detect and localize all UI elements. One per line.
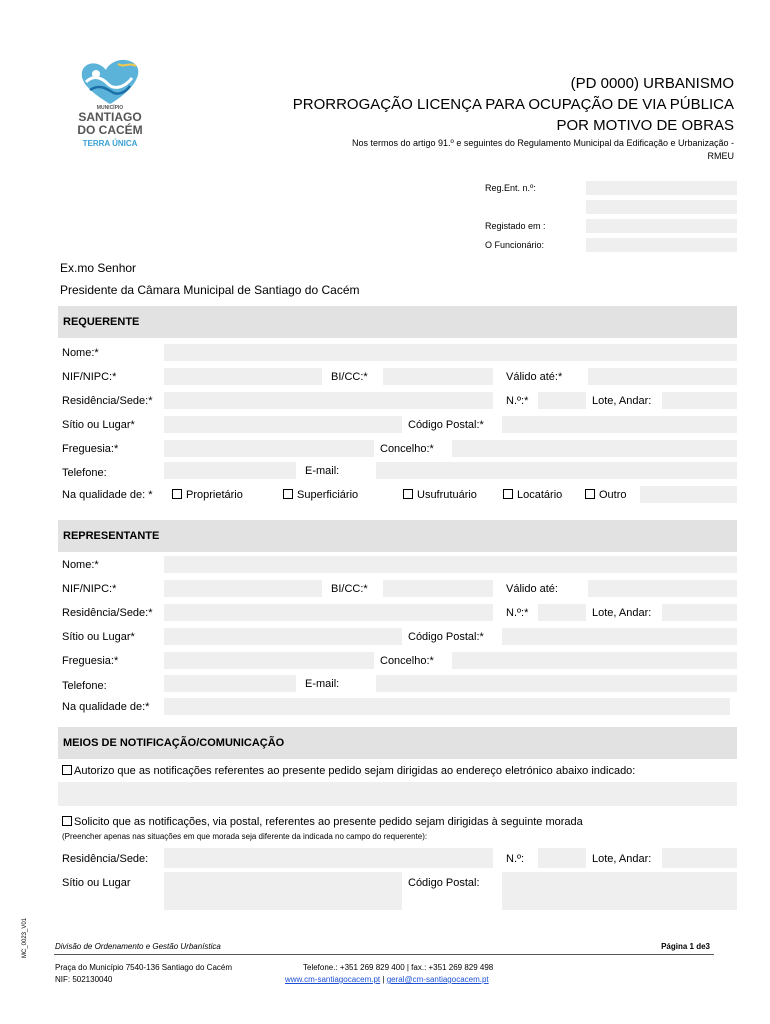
notif-numero-field[interactable] bbox=[538, 848, 586, 868]
autorizo-text: Autorizo que as notificações referentes ao presente pedido sejam dirigidas ao endereço eletrónico abaixo indicado: bbox=[74, 765, 636, 777]
notif-lote-label: Lote, Andar: bbox=[592, 853, 652, 865]
rep-nif-field[interactable] bbox=[164, 580, 322, 597]
funcionario-field[interactable] bbox=[586, 238, 737, 252]
req-sitio-label: Sítio ou Lugar* bbox=[62, 419, 135, 431]
checkbox-icon[interactable] bbox=[62, 816, 72, 826]
req-lote-label: Lote, Andar: bbox=[592, 395, 652, 407]
rep-concelho-label: Concelho:* bbox=[380, 655, 434, 667]
opt-solicito-postal[interactable] bbox=[62, 816, 583, 828]
req-telefone-label: Telefone: bbox=[62, 467, 107, 479]
req-email-label: E-mail: bbox=[305, 465, 340, 477]
salutation-line2: Presidente da Câmara Municipal de Santiago do Cacém bbox=[60, 283, 360, 297]
footer-phone: Telefone.: +351 269 829 400 | fax.: +351 269 829 498 bbox=[303, 963, 494, 972]
reg-ent-field[interactable] bbox=[586, 181, 737, 195]
req-residencia-label: Residência/Sede:* bbox=[62, 395, 153, 407]
req-numero-field[interactable] bbox=[538, 392, 586, 409]
form-title-line2: PRORROGAÇÃO LICENÇA PARA OCUPAÇÃO DE VIA PÚBLICA bbox=[292, 96, 734, 113]
notificacao-section-header bbox=[58, 727, 737, 759]
footer-rule bbox=[54, 954, 714, 955]
req-sitio-field[interactable] bbox=[164, 416, 402, 433]
legal-reference-line1: Nos termos do artigo 91.º e seguintes do Regulamento Municipal da Edificação e Urbanização - bbox=[352, 138, 734, 148]
notif-sitio-label: Sítio ou Lugar bbox=[62, 877, 131, 889]
req-numero-label: N.º:* bbox=[506, 395, 529, 407]
req-codigo-field[interactable] bbox=[502, 416, 737, 433]
rep-nome-field[interactable] bbox=[164, 556, 737, 573]
req-nome-label: Nome:* bbox=[62, 347, 99, 359]
notif-lote-field[interactable] bbox=[662, 848, 737, 868]
rep-nome-label: Nome:* bbox=[62, 559, 99, 571]
req-nif-label: NIF/NIPC:* bbox=[62, 371, 117, 383]
footer-email-link[interactable]: geral@cm-santiagocacem.pt bbox=[386, 975, 489, 984]
req-telefone-field[interactable] bbox=[164, 462, 296, 479]
rep-codigo-field[interactable] bbox=[502, 628, 737, 645]
opt-usufrutuario[interactable] bbox=[403, 489, 477, 501]
req-freguesia-label: Freguesia:* bbox=[62, 443, 119, 455]
form-title-line3: POR MOTIVO DE OBRAS bbox=[556, 117, 734, 134]
notif-residencia-field[interactable] bbox=[164, 848, 493, 868]
rep-bicc-label: BI/CC:* bbox=[331, 583, 368, 595]
legal-reference-line2: RMEU bbox=[707, 151, 734, 161]
rep-bicc-field[interactable] bbox=[383, 580, 493, 597]
representante-section-header bbox=[58, 520, 737, 552]
requerente-section-header bbox=[58, 306, 737, 338]
logo-terra-text: TERRA ÚNICA bbox=[82, 139, 138, 148]
rep-codigo-label: Código Postal:* bbox=[408, 631, 484, 643]
checkbox-icon[interactable] bbox=[172, 489, 182, 499]
checkbox-icon[interactable] bbox=[62, 765, 72, 775]
rep-telefone-field[interactable] bbox=[164, 675, 296, 692]
rep-valido-label: Válido até: bbox=[506, 583, 558, 595]
rep-telefone-label: Telefone: bbox=[62, 680, 107, 692]
rep-nif-label: NIF/NIPC:* bbox=[62, 583, 117, 595]
registado-field[interactable] bbox=[586, 219, 737, 233]
req-freguesia-field[interactable] bbox=[164, 440, 374, 457]
rep-qualidade-field[interactable] bbox=[164, 698, 730, 715]
rep-numero-field[interactable] bbox=[538, 604, 586, 621]
footer-website-link[interactable]: www.cm-santiagocacem.pt bbox=[285, 975, 381, 984]
req-bicc-label: BI/CC:* bbox=[331, 371, 368, 383]
req-codigo-label: Código Postal:* bbox=[408, 419, 484, 431]
municipal-logo bbox=[70, 58, 150, 153]
document-code-vertical: MC_0023_V01 bbox=[22, 917, 28, 958]
footer-separator: | bbox=[382, 975, 385, 984]
registado-label: Registado em : bbox=[485, 221, 546, 231]
notif-sitio-field[interactable] bbox=[164, 872, 402, 910]
checkbox-icon[interactable] bbox=[585, 489, 595, 499]
form-title-line1: (PD 0000) URBANISMO bbox=[570, 75, 734, 92]
notif-numero-label: N.º: bbox=[506, 853, 525, 865]
rep-freguesia-field[interactable] bbox=[164, 652, 374, 669]
rep-lote-label: Lote, Andar: bbox=[592, 607, 652, 619]
req-valido-label: Válido até:* bbox=[506, 371, 563, 383]
rep-residencia-field[interactable] bbox=[164, 604, 493, 621]
opt-outro[interactable] bbox=[585, 489, 627, 501]
salutation-line1: Ex.mo Senhor bbox=[60, 261, 137, 275]
rep-email-label: E-mail: bbox=[305, 678, 340, 690]
solicito-text: Solicito que as notificações, via postal, referentes ao presente pedido sejam dirigidas à seguinte morada bbox=[74, 816, 583, 828]
notificacao-heading: MEIOS DE NOTIFICAÇÃO/COMUNICAÇÃO bbox=[63, 737, 285, 749]
opt-superficiario-label: Superficiário bbox=[297, 489, 359, 501]
footer-links bbox=[285, 975, 489, 984]
checkbox-icon[interactable] bbox=[503, 489, 513, 499]
rep-qualidade-label: Na qualidade de:* bbox=[62, 701, 150, 713]
req-concelho-field[interactable] bbox=[452, 440, 737, 457]
req-lote-field[interactable] bbox=[662, 392, 737, 409]
opt-usufrutuario-label: Usufrutuário bbox=[417, 489, 477, 501]
preencher-note: (Preencher apenas nas situações em que morada seja diferente da indicada no campo do requerente): bbox=[62, 832, 428, 841]
notif-residencia-label: Residência/Sede: bbox=[62, 853, 149, 865]
rep-sitio-field[interactable] bbox=[164, 628, 402, 645]
req-qualidade-label: Na qualidade de: * bbox=[62, 489, 153, 501]
rep-freguesia-label: Freguesia:* bbox=[62, 655, 119, 667]
opt-autorizo-email[interactable] bbox=[62, 765, 635, 777]
req-outro-field[interactable] bbox=[640, 486, 737, 503]
opt-proprietario[interactable] bbox=[172, 489, 243, 501]
req-nif-field[interactable] bbox=[164, 368, 322, 385]
checkbox-icon[interactable] bbox=[283, 489, 293, 499]
req-bicc-field[interactable] bbox=[383, 368, 493, 385]
rep-valido-field[interactable] bbox=[588, 580, 737, 597]
reg-ent-label: Reg.Ent. n.º: bbox=[485, 183, 536, 193]
rep-sitio-label: Sítio ou Lugar* bbox=[62, 631, 135, 643]
rep-email-field[interactable] bbox=[376, 675, 737, 692]
opt-outro-label: Outro bbox=[599, 489, 627, 501]
req-residencia-field[interactable] bbox=[164, 392, 493, 409]
req-email-field[interactable] bbox=[376, 462, 737, 479]
representante-heading: REPRESENTANTE bbox=[63, 530, 160, 542]
rep-residencia-label: Residência/Sede:* bbox=[62, 607, 153, 619]
reg-ent-field-2[interactable] bbox=[586, 200, 737, 214]
req-concelho-label: Concelho:* bbox=[380, 443, 434, 455]
footer-page-number: Página 1 de3 bbox=[661, 942, 710, 951]
notif-codigo-field[interactable] bbox=[502, 872, 737, 910]
rep-concelho-field[interactable] bbox=[452, 652, 737, 669]
logo-santiago-text: SANTIAGO bbox=[78, 110, 142, 124]
rep-lote-field[interactable] bbox=[662, 604, 737, 621]
opt-superficiario[interactable] bbox=[283, 489, 358, 501]
heart-wave-icon bbox=[70, 58, 150, 106]
opt-locatario[interactable] bbox=[503, 489, 562, 501]
logo-municipio-text: MUNICÍPIO bbox=[96, 105, 124, 111]
notif-codigo-label: Código Postal: bbox=[408, 877, 480, 889]
opt-locatario-label: Locatário bbox=[517, 489, 563, 501]
footer-division: Divisão de Ordenamento e Gestão Urbanística bbox=[55, 942, 221, 951]
funcionario-label: O Funcionário: bbox=[485, 240, 545, 250]
req-valido-field[interactable] bbox=[588, 368, 737, 385]
req-nome-field[interactable] bbox=[164, 344, 737, 361]
logo-docacem-text: DO CACÉM bbox=[77, 123, 143, 137]
footer-nif: NIF: 502130040 bbox=[55, 975, 113, 984]
opt-proprietario-label: Proprietário bbox=[186, 489, 243, 501]
notif-email-field[interactable] bbox=[58, 782, 737, 806]
footer-address: Praça do Município 7540-136 Santiago do Cacém bbox=[55, 963, 232, 972]
rep-numero-label: N.º:* bbox=[506, 607, 529, 619]
checkbox-icon[interactable] bbox=[403, 489, 413, 499]
requerente-heading: REQUERENTE bbox=[63, 316, 140, 328]
